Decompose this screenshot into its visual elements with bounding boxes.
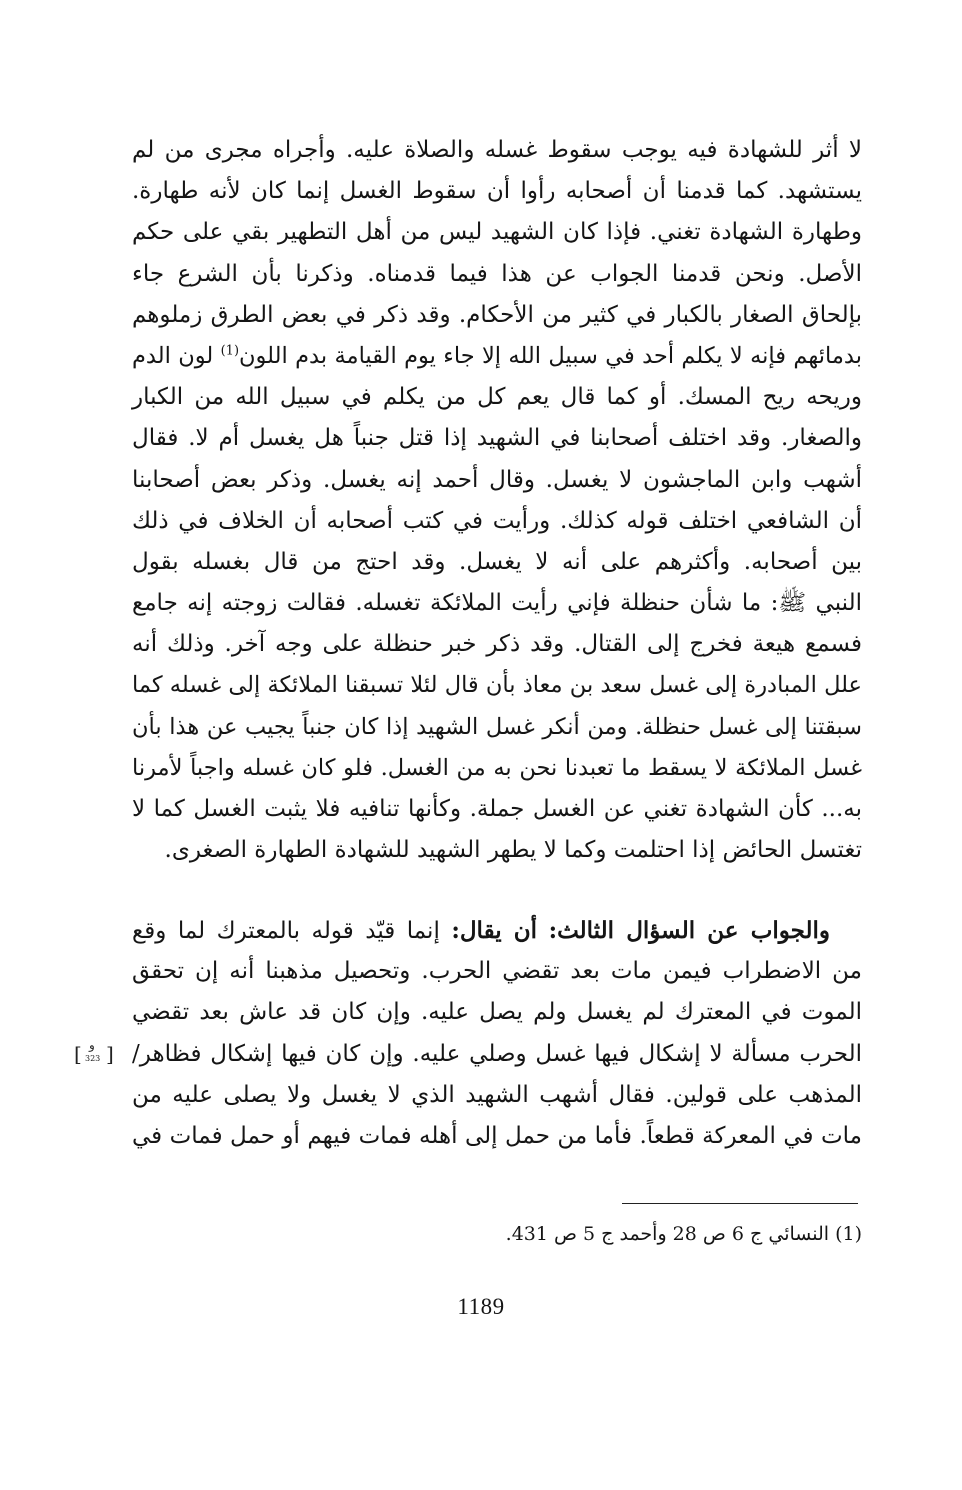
- text-line: غسل الملائكة لا يسقط ما تعبدنا نحن به من الغسل. فلو كان غسله واجباً لأمرنا: [132, 754, 862, 781]
- text-line: المذهب على قولين. فقال أشهب الشهيد الذي لا يغسل ولا يصلى عليه من: [132, 1081, 862, 1108]
- text-line: من الاضطراب فيمن مات بعد تقضي الحرب. وتحصيل مذهبنا أنه إن تحقق: [132, 958, 862, 985]
- text-line: به... كأن الشهادة تغني عن الغسل جملة. وكأنها تنافيه فلا يثبت الغسل كما لا: [132, 796, 862, 822]
- text-line: علل المبادرة إلى غسل سعد بن معاذ بأن قال لئلا تسبقنا الملائكة إلى غسله كما: [132, 672, 862, 699]
- text-line: بإلحاق الصغار بالكبار في كثير من الأحكام. وقد ذكر في بعض الطرق زملوهم: [132, 301, 862, 328]
- text-line: فسمع هيعة فخرج إلى القتال. وقد ذكر خبر حنظلة على وجه آخر. وذلك أنه: [132, 631, 862, 658]
- manuscript-folio-reference: [70, 1037, 120, 1071]
- body-paragraph-1: [132, 130, 862, 871]
- text-line: مات في المعركة قطعاً. فأما من حمل إلى أهله فمات فيهم أو حمل فمات في: [132, 1122, 862, 1149]
- text-line: أشهب وابن الماجشون لا يغسل. وقال أحمد إنه يغسل. وذكر بعض أصحابنا: [132, 466, 862, 493]
- text-line: الأصل. ونحن قدمنا الجواب عن هذا فيما قدمناه. وذكرنا بأن الشرع جاء: [132, 260, 862, 287]
- text-line: يستشهد. كما قدمنا أن أصحابه رأوا أن سقوط الغسل إنما كان لأنه طهارة.: [132, 178, 862, 205]
- page-number: 1189: [457, 1294, 505, 1319]
- folio-side: و: [89, 1038, 95, 1052]
- text-line: الحرب مسألة لا إشكال فيها غسل وصلي عليه. وإن كان فيها إشكال فظاهر/: [132, 1040, 862, 1067]
- text-segment: بدمائهم فإنه لا يكلم أحد في سبيل الله إلا جاء يوم القيامة بدم اللون: [239, 342, 862, 369]
- text-line: تغتسل الحائض إذا احتلمت وكما لا يطهر الشهيد للشهادة الطهارة الصغرى.: [164, 837, 862, 864]
- text-segment: لون الدم: [132, 342, 214, 369]
- text-segment: إنما قيّد قوله بالمعترك لما وقع: [132, 918, 440, 944]
- text-line-with-heading: [132, 910, 862, 951]
- answer-lead: أن يقال:: [451, 917, 538, 944]
- text-line: وريحه ريح المسك. أو كما قال يعم كل من يكلم في سبيل الله من الكبار: [132, 384, 862, 411]
- text-line: بين أصحابه. وأكثرهم على أنه لا يغسل. وقد احتج من قال بغسله بقول: [132, 548, 862, 575]
- folio-number: 323: [85, 1054, 101, 1063]
- text-line: أن الشافعي اختلف قوله كذلك. ورأيت في كتب أصحابه أن الخلاف في ذلك: [132, 507, 862, 534]
- footnote-separator: [622, 1203, 858, 1204]
- text-line: لا أثر للشهادة فيه يوجب سقوط غسله والصلاة عليه. وأجراه مجرى من لم: [132, 137, 862, 163]
- text-line: سبقتنا إلى غسل حنظلة. ومن أنكر غسل الشهيد إذا كان جنباً يجيب عن هذا بأن: [132, 713, 862, 740]
- body-paragraph-2: [132, 910, 862, 1157]
- text-line-with-footnote-ref: [132, 336, 862, 377]
- text-line: وطهارة الشهادة تغني. فإذا كان الشهيد ليس من أهل التطهير بقي على حكم: [132, 219, 862, 246]
- text-line: النبي ﷺ: ما شأن حنظلة فإني رأيت الملائكة تغسله. فقالت زوجته إنه جامع: [132, 590, 862, 617]
- footnote: (1) النسائي ج 6 ص 28 وأحمد ج 5 ص 431.: [505, 1223, 862, 1245]
- text-line: الموت في المعترك لم يغسل ولم يصل عليه. وإن كان قد عاش بعد تقضي: [132, 999, 862, 1026]
- footnote-marker[interactable]: (1): [220, 343, 240, 359]
- answer-heading: والجواب عن السؤال الثالث:: [548, 917, 830, 944]
- bracket-close: ]: [106, 1042, 114, 1066]
- text-line: والصغار. وقد اختلف أصحابنا في الشهيد إذا قتل جنباً هل يغسل أم لا. فقال: [132, 425, 862, 452]
- bracket-open: [: [74, 1042, 82, 1066]
